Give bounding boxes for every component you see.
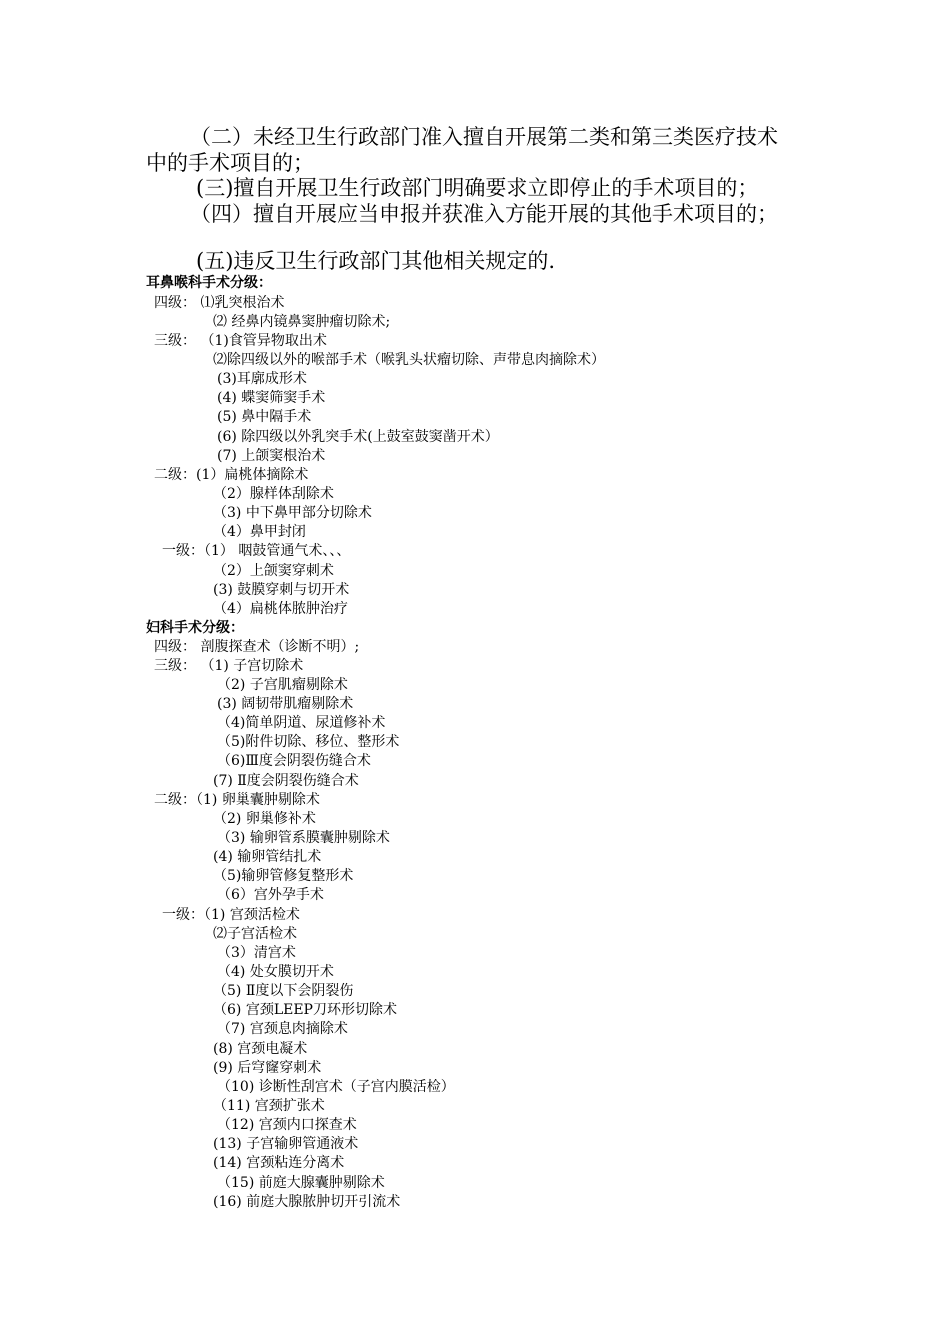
paragraph-2-line-1: （二）未经卫生行政部门准入擅自开展第二类和第三类医疗技术 — [190, 125, 778, 149]
list-item: (7) 上颌窦根治术 — [217, 448, 326, 464]
gyn-section-heading: 妇科手术分级： — [146, 620, 244, 636]
list-item: 一级：（1) 宫颈活检术 — [162, 907, 300, 923]
list-item: ⑵ 经鼻内镜鼻窦肿瘤切除术; — [213, 314, 391, 330]
list-item: （2）上颌窦穿刺术 — [213, 563, 334, 579]
list-item: (13) 子宫输卵管通液术 — [213, 1136, 359, 1152]
list-item: （10) 诊断性刮宫术（子宫内膜活检） — [217, 1079, 455, 1095]
paragraph-2-line-2: 中的手术项目的； — [146, 151, 314, 175]
list-item: (9) 后穹窿穿刺术 — [213, 1060, 322, 1076]
list-item: （6) 宫颈LEEP刀环形切除术 — [213, 1002, 397, 1018]
list-item: 一级：（1） 咽鼓管通气术、、、 — [162, 543, 351, 559]
list-item: (7) Ⅱ度会阴裂伤缝合术 — [213, 773, 359, 789]
list-item: (16) 前庭大腺脓肿切开引流术 — [213, 1194, 401, 1210]
list-item: （12) 宫颈内口探查术 — [217, 1117, 357, 1133]
ent-section-heading: 耳鼻喉科手术分级： — [146, 275, 272, 291]
list-item: （5)输卵管修复整形术 — [213, 868, 354, 884]
list-item: 三级： （1)食管异物取出术 — [154, 333, 327, 349]
list-item: （11) 宫颈扩张术 — [213, 1098, 325, 1114]
list-item: （5) Ⅱ度以下会阴裂伤 — [213, 983, 354, 999]
list-item: （4) 处女膜切开术 — [217, 964, 334, 980]
list-item: （3) 输卵管系膜囊肿剔除术 — [217, 830, 390, 846]
list-item: （5)附件切除、移位、整形术 — [217, 734, 400, 750]
list-item: ⑵子宫活检术 — [213, 926, 297, 942]
list-item: (5) 鼻中隔手术 — [217, 409, 312, 425]
list-item: （6)Ⅲ度会阴裂伤缝合术 — [217, 753, 371, 769]
list-item: （4)简单阴道、尿道修补术 — [217, 715, 386, 731]
list-item: (4) 输卵管结扎术 — [213, 849, 322, 865]
list-item: (14) 宫颈粘连分离术 — [213, 1155, 345, 1171]
list-item: （3）清宫术 — [217, 945, 296, 961]
list-item: (3) 阔韧带肌瘤剔除术 — [217, 696, 354, 712]
list-item: （6）宫外孕手术 — [217, 887, 324, 903]
list-item: 三级： （1) 子宫切除术 — [154, 658, 304, 674]
paragraph-3: (三)擅自开展卫生行政部门明确要求立即停止的手术项目的； — [196, 176, 759, 200]
list-item: （4）鼻甲封闭 — [213, 524, 306, 540]
list-item: （15) 前庭大腺囊肿剔除术 — [217, 1175, 385, 1191]
paragraph-4: （四）擅自开展应当申报并获准入方能开展的其他手术项目的； — [190, 202, 778, 226]
list-item: (8) 宫颈电凝术 — [213, 1041, 308, 1057]
list-item: （3) 中下鼻甲部分切除术 — [213, 505, 372, 521]
list-item: （2）腺样体刮除术 — [213, 486, 334, 502]
list-item: （7) 宫颈息肉摘除术 — [217, 1021, 348, 1037]
list-item: （2) 卵巢修补术 — [213, 811, 316, 827]
list-item: (4) 蝶窦筛窦手术 — [217, 390, 326, 406]
list-item: （2) 子宫肌瘤剔除术 — [217, 677, 348, 693]
list-item: 四级： 剖腹探查术（诊断不明）; — [154, 639, 360, 655]
list-item: （4）扁桃体脓肿治疗 — [213, 601, 348, 617]
list-item: 二级：（1) 卵巢囊肿剔除术 — [154, 792, 320, 808]
list-item: 二级：(1）扁桃体摘除术 — [154, 467, 309, 483]
paragraph-5: (五)违反卫生行政部门其他相关规定的. — [196, 249, 556, 273]
list-item: ⑵除四级以外的喉部手术（喉乳头状瘤切除、声带息肉摘除术） — [213, 352, 605, 368]
list-item: (3) 鼓膜穿刺与切开术 — [213, 582, 350, 598]
list-item: 四级： ⑴乳突根治术 — [154, 295, 285, 311]
list-item: (6) 除四级以外乳突手术(上鼓室鼓窦凿开术） — [217, 429, 499, 445]
list-item: (3)耳廓成形术 — [217, 371, 307, 387]
